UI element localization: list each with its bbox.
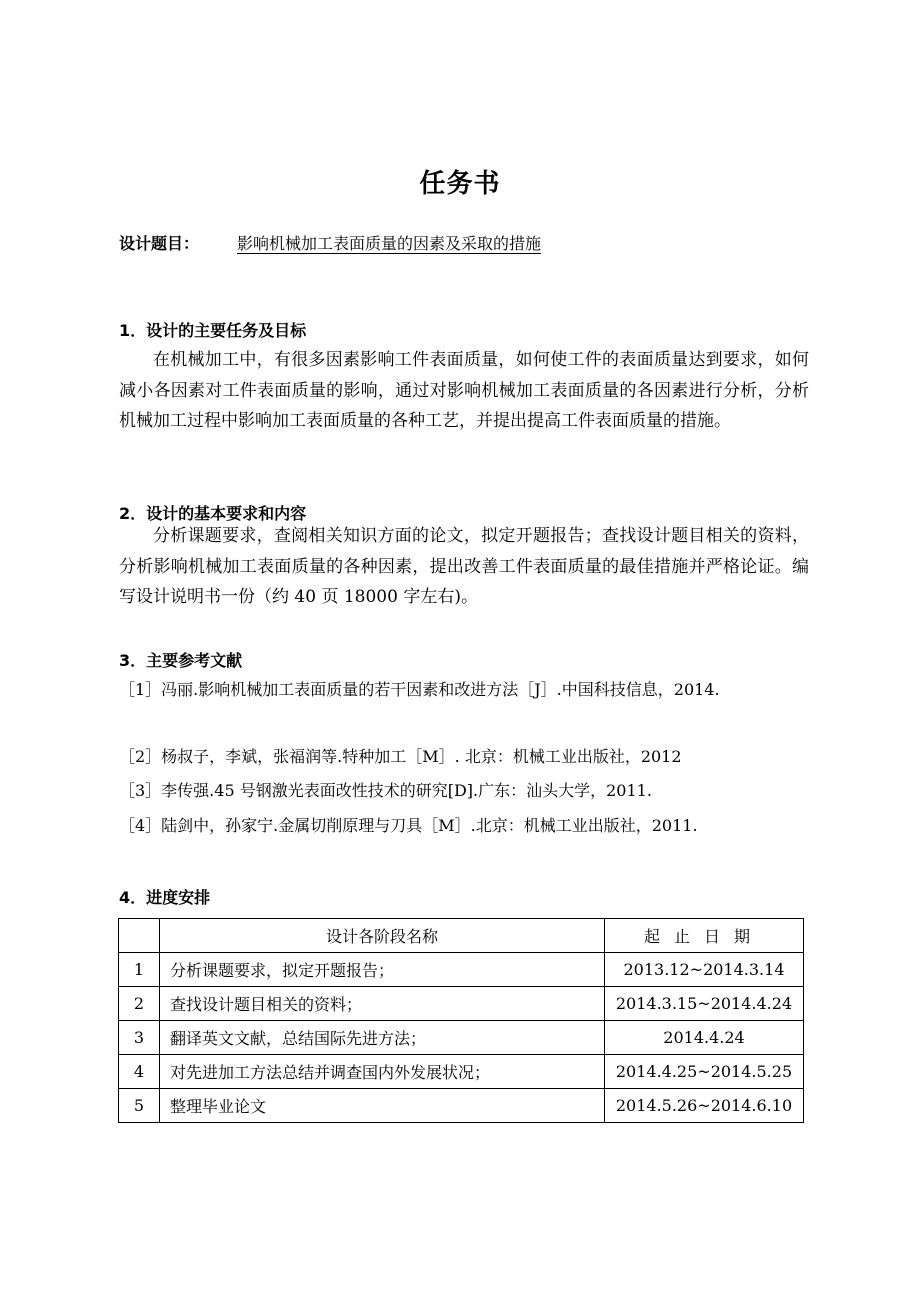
section-2-paragraph: 分析课题要求，查阅相关知识方面的论文，拟定开题报告；查找设计题目相关的资料，分析影响机械加工表面质量的各种因素，提出改善工件表面质量的最佳措施并严格论证。编写设计说明书一份（约 40 页 18000 字左右)。 bbox=[119, 526, 809, 607]
schedule-header-num bbox=[119, 919, 160, 953]
section-1-heading: 1．设计的主要任务及目标 bbox=[119, 321, 307, 340]
table-row bbox=[119, 987, 804, 1021]
stage-dates: 2014.4.25~2014.5.25 bbox=[605, 1055, 804, 1089]
table-row bbox=[119, 1021, 804, 1055]
stage-name: 整理毕业论文 bbox=[160, 1089, 605, 1123]
table-row bbox=[119, 1055, 804, 1089]
stage-name: 对先进加工方法总结并调查国内外发展状况； bbox=[160, 1055, 605, 1089]
row-number: 4 bbox=[119, 1055, 160, 1089]
section-3-heading: 3．主要参考文献 bbox=[119, 651, 243, 670]
schedule-table bbox=[118, 918, 804, 1123]
row-number: 3 bbox=[119, 1021, 160, 1055]
stage-dates: 2014.5.26~2014.6.10 bbox=[605, 1089, 804, 1123]
reference-item: ［1］冯丽.影响机械加工表面质量的若干因素和改进方法［J］.中国科技信息，2014. bbox=[119, 680, 720, 699]
section-2-heading: 2．设计的基本要求和内容 bbox=[119, 504, 307, 523]
design-topic-value: 影响机械加工表面质量的因素及采取的措施 bbox=[237, 234, 542, 253]
stage-name: 查找设计题目相关的资料； bbox=[160, 987, 605, 1021]
stage-dates: 2014.4.24 bbox=[605, 1021, 804, 1055]
section-4-heading: 4．进度安排 bbox=[119, 888, 211, 907]
schedule-header-row bbox=[119, 919, 804, 953]
design-topic-label: 设计题目： bbox=[119, 234, 200, 253]
row-number: 1 bbox=[119, 953, 160, 987]
schedule-header-name: 设计各阶段名称 bbox=[160, 919, 605, 953]
section-1-paragraph: 在机械加工中，有很多因素影响工件表面质量，如何使工件的表面质量达到要求，如何减小各因素对工件表面质量的影响，通过对影响机械加工表面质量的各因素进行分析，分析机械加工过程中影响加工表面质量的各种工艺，并提出提高工件表面质量的措施。 bbox=[119, 350, 809, 431]
stage-dates: 2014.3.15~2014.4.24 bbox=[605, 987, 804, 1021]
table-row bbox=[119, 1089, 804, 1123]
stage-dates: 2013.12~2014.3.14 bbox=[605, 953, 804, 987]
reference-item: ［2］杨叔子，李斌，张福润等.特种加工［M］. 北京：机械工业出版社，2012 bbox=[119, 747, 682, 766]
row-number: 2 bbox=[119, 987, 160, 1021]
row-number: 5 bbox=[119, 1089, 160, 1123]
schedule-header-date: 起止日期 bbox=[605, 919, 804, 953]
stage-name: 分析课题要求，拟定开题报告； bbox=[160, 953, 605, 987]
stage-name: 翻译英文文献，总结国际先进方法； bbox=[160, 1021, 605, 1055]
design-topic-row bbox=[119, 231, 541, 255]
table-row bbox=[119, 953, 804, 987]
reference-item: ［3］李传强.45 号钢激光表面改性技术的研究[D].广东：汕头大学，2011. bbox=[119, 781, 652, 800]
reference-item: ［4］陆剑中，孙家宁.金属切削原理与刀具［M］.北京：机械工业出版社，2011. bbox=[119, 816, 698, 835]
document-title: 任务书 bbox=[419, 169, 501, 199]
